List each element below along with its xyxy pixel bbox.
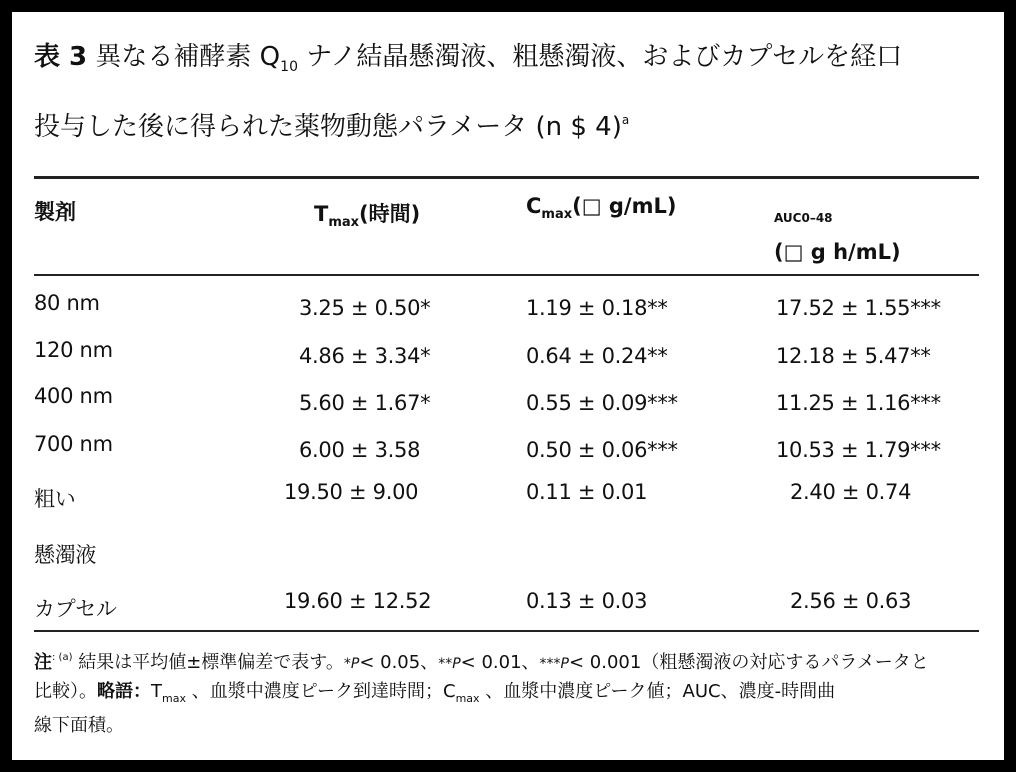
row5-formulation-line1: 粗い [34,487,76,511]
row2-cmax: 0.64 ± 0.24** [526,344,668,368]
table-figure [12,12,1004,760]
row5-auc: 2.40 ± 0.74 [790,480,912,504]
title-text-b: ナノ結晶懸濁液、粗懸濁液、およびカプセルを経口 [297,42,903,72]
title-text-a: 異なる補酵素 Q [95,42,281,72]
p2-value: < 0.01、 [460,652,540,673]
row4-formulation: 700 nm [34,432,113,456]
row1-cmax: 1.19 ± 0.18** [526,296,668,320]
p1-stars: * [343,656,351,672]
table-title [34,40,902,84]
note-marker: : (a) [52,652,73,663]
abbr-label: 略語： [97,681,151,702]
abbr-tmax-desc: 、血漿中濃度ピーク到達時間； [185,681,443,702]
title-text-c: 投与した後に得られた薬物動態パラメータ (n $ 4) [34,112,622,142]
footnote-line1 [34,643,929,679]
tmax-subscript: max [328,215,360,230]
p1-value: < 0.05、 [359,652,439,673]
abbr-cmax-desc: 、血漿中濃度ピーク値；AUC、濃度-時間曲 [479,681,836,702]
p2-symbol: P [452,656,461,672]
note-compare: 比較）。 [34,681,97,702]
row1-formulation: 80 nm [34,291,100,315]
row2-auc: 12.18 ± 5.47** [776,344,931,368]
header-tmax [314,200,420,237]
cmax-symbol: C [526,194,542,218]
header-formulation: 製剤 [34,200,76,224]
note-text: 結果は平均値±標準偏差で表す。 [72,652,344,673]
row5-cmax: 0.11 ± 0.01 [526,480,648,504]
p2-stars: ** [438,656,453,672]
abbr-tmax-sub: max [162,692,186,705]
row6-cmax: 0.13 ± 0.03 [526,589,648,613]
row2-formulation: 120 nm [34,338,113,362]
table-title-continued [34,103,629,144]
abbr-cmax-sub: max [455,692,480,705]
row4-cmax: 0.50 ± 0.06*** [526,438,678,462]
p3-value: < 0.001（粗懸濁液の対応するパラメータと [569,652,929,673]
header-auc-label: AUC0–48 [774,211,833,225]
tmax-symbol: T [314,202,329,226]
row3-formulation: 400 nm [34,384,113,408]
row6-auc: 2.56 ± 0.63 [790,589,912,613]
abbr-cmax: C [442,681,456,702]
p3-symbol: P [560,656,569,672]
row5-formulation-line2: 懸濁液 [34,543,97,567]
note-label: 注 [34,652,52,673]
header-auc-unit: (□ g h/mL) [774,240,901,264]
footnote-line3: 線下面積。 [34,715,124,736]
row3-cmax: 0.55 ± 0.09*** [526,391,678,415]
header-cmax [526,192,676,229]
row5-tmax: 19.50 ± 9.00 [284,480,419,504]
cmax-subscript: max [541,207,573,222]
p1-symbol: P [350,656,360,672]
row6-formulation: カプセル [34,597,117,621]
table-number: 表 3 [34,42,88,72]
row3-tmax: 5.60 ± 1.67* [299,391,431,415]
row4-tmax: 6.00 ± 3.58 [299,438,421,462]
cmax-unit: (□ g/mL) [572,194,677,218]
top-rule [34,176,979,179]
row1-auc: 17.52 ± 1.55*** [776,296,941,320]
row3-auc: 11.25 ± 1.16*** [776,391,941,415]
title-superscript: a [621,113,630,127]
p3-stars: *** [539,656,561,672]
row4-auc: 10.53 ± 1.79*** [776,438,941,462]
abbr-tmax: T [151,681,162,702]
row2-tmax: 4.86 ± 3.34* [299,344,431,368]
row1-tmax: 3.25 ± 0.50* [299,296,431,320]
header-rule [34,274,979,276]
tmax-unit: (時間) [359,202,421,226]
row6-tmax: 19.60 ± 12.52 [284,589,432,613]
footnote-line2 [34,677,835,714]
title-subscript: 10 [280,59,298,75]
bottom-rule [34,630,979,632]
